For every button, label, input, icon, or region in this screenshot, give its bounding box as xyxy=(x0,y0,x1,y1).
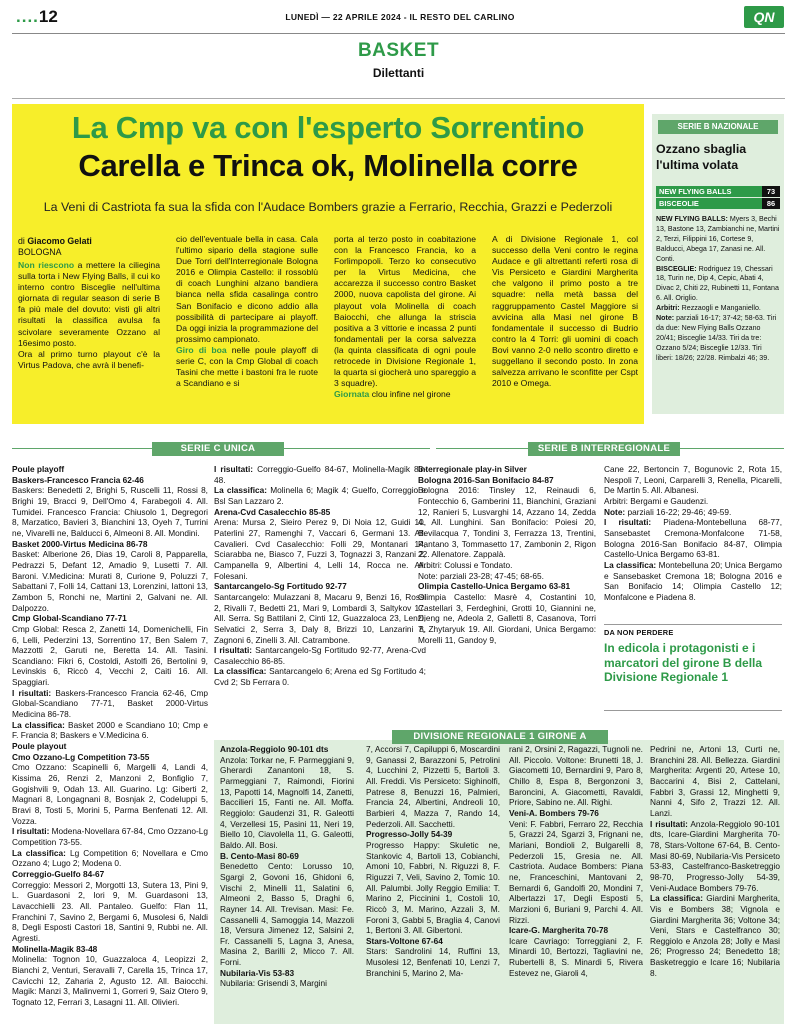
lead-col-1 xyxy=(18,260,160,371)
lead-col-1-lead: Non riescono xyxy=(18,260,75,270)
header-rule xyxy=(12,33,785,34)
qn-logo xyxy=(744,6,784,28)
qn-logo-text: QN xyxy=(753,9,775,25)
serie-c-col-1: Poule playoff Baskers-Francesco Francia 62-46 Baskers: Benedetti 2, Brighi 5, Ruscelli 11, Rossi 8, Brighi 19, Bracci 9, Dell'Omo 4, Farabegoli 4. All. Tumidei. Francesco Francia: Chiusolo 1, Degregori 8, Marzatico, Bavieri 3, Bianchini 13, Oyeh 7, Turrini ne, Vivarelli ne, Balducci 6, Almeoni 8. All. Mondini. Basket 2000-Virtus Medicina 86-78 Basket: Alberione 26, Dias 19, Caroli 8, Papparella, Pedrazzi 5, Defant 12, Amadio 9, Lusetti 7. All. Baroni. V.Medicina: Murati 8, Curione 9, Poluzzi 7, Sabattani 7, Folli 14, Cattani 13, Lorenzini, Iattoni 13, Zambon 5, Ronchi ne, Martini 2, Galvani ne. All. Dalpozzo. Cmp Global-Scandiano 77-71 Cmp Global: Resca 2, Zanetti 14, Domenichelli, Fin 6, Lelli, Pederzini 13, Sorrentino 17, Ben Salem 7, Mazzotti 2, Garuti ne, Beretta 14. All. Tasini. Scandiano: Fikri 6, Costoldi, Astolfi 26, Bertolini 9, Levinskis 6, Riccò 4, Vecchi 2, Caiti 16. All. Spaggiari. I risultati: Baskers-Francesco Francia 62-46, Cmp Global-Scandiano 77-71, Basket 2000-Virtus Medicina 86-78. La classifica: Basket 2000 e Scandiano 10; Cmp e F. Francia 8; Baskers e V.Medicina 6. Poule playout Cmo Ozzano-Lg Competition 73-55 Cmo Ozzano: Scapinelli 6, Margelli 4, Landi 4, Kissima 26, Renzi 2, Manzoni 2, Bonfiglio 7, Gogishvili 9, Odah 13. All. Guarino. Lg: Giberti 2, Magnari 8, Longagnani 8, Bosnjak 2, Codeluppi 5, Bravi 8, Tosti 5, Morini 5, Parma Benfenati 12. All. Vozza. I risultati: Modena-Novellara 67-84, Cmo Ozzano-Lg Competition 73-55. La classifica: Lg Competition 6; Novellara e Cmo Ozzano 4; Lugo 2; Modena 0. Correggio-Guelfo 84-67 Correggio: Messori 2, Morgotti 13, Sutera 13, Pini 9, L. Guardasoni 2, Iori 9, M. Guardasoni 13, Lavacchielli 23. All. Pantaleo. Guelfo: Flan 11, Franchini 7, Savino 2, Bergami 6, Musolesi 6, Naldi 8, Degli Esposti Castori 18, Santini 9, Rubbi ne. All. Agresti. Molinella-Magik 83-48 Molinella: Tognon 10, Guazzaloca 4, Leopizzi 2, Bianchi 2, Venturi, Seravalli 7, Carella 15, Trinca 17, Cavicchi 12, Zaharia 2, Agusto 12. All. Baiocchi. Magik: Manzi 3, Malinverni 1, Gorreri 9, Saiz Otero 9, Tognato 12, Ferrari 3, Lasagni 11. All. Olivieri. xyxy=(12,464,208,1007)
byline-location: BOLOGNA xyxy=(18,247,62,257)
headline-1: La Cmp va con l'esperto Sorrentino xyxy=(71,110,585,145)
lead-col-3 xyxy=(334,234,476,400)
serie-c-rule xyxy=(12,448,152,449)
score-row-1 xyxy=(656,186,780,197)
serie-b-inter-col-2: Cane 22, Bertoncin 7, Bogunovic 2, Rota 15, Nespoli 7, Leoni, Carparelli 3, Renella, Picarelli, De Martin 5. All. Albanesi. Arbitri: Bergami e Gaudenzi. Note: parziali 16-22; 29-46; 49-59. I risultati: Piadena-Montebelluna 68-77, Sansebastet Cremona-Monfalcone 71-58, Bologna 2016-San Bonifacio 84-87, Olimpia Castello-Unica Bergamo 63-81. La classifica: Montebelluna 20; Unica Bergamo e Sansebasket Cremona 18; Bologna 2016 e San Bonifacio 14; Olimpia Castello 12; Monfalcone e Piadena 8. xyxy=(604,464,782,602)
lead-col-1-text: a mettere la ciliegina sulla torta i New Flying Balls, il cui ko interno contro Bisceglie nell'ultima giornata di regular season di serie B fa più male del dovuto: visti gli altri risultati la classifica avulsa fa scivolare severamente Ozzano al 16esimo posto. Ora al primo turno playout c'è la Virtus Padova, che avrà il benefi- xyxy=(18,260,160,370)
page-dots: .... xyxy=(16,7,39,26)
body-3-text: Rezzaogli e Manganiello. xyxy=(679,304,761,313)
body-3-lead: Arbitri: xyxy=(656,304,680,313)
lead-col-2-lead: Giro di boa xyxy=(176,344,227,355)
serie-c-rule-right xyxy=(284,448,430,449)
page-number-value: 12 xyxy=(38,7,58,26)
score-row-2-team: BISCEOLIE xyxy=(659,199,699,208)
promo-rule-bottom xyxy=(604,710,782,711)
lead-col-3-text-b: clou infine nel girone xyxy=(369,389,451,400)
promo-rule xyxy=(604,624,782,625)
lead-col-2 xyxy=(176,234,318,389)
serie-b-nazionale-box xyxy=(652,114,784,414)
score-row-2-score: 86 xyxy=(762,198,780,209)
lead-col-3-text: porta al terzo posto in coabitazione con la Francesco Francia, ko a Forlimpopoli. Terzo ko consecutivo per la Virtus Medicina, che accarezza il successo contro Basket 2000, nuova capolista del girone. Ai playout vola Molinella di coach Baiocchi, che allunga la striscia positiva a 3 vittorie e incassa 2 punti fondamentali per la corsa salvezza (la quinta classificata di ogni poule retrocede in Divisione Regionale 1, la quarta si giocherà uno spareggio a 3 squadre). xyxy=(334,234,476,389)
lead-article xyxy=(12,104,644,424)
div-regionale-col-1: Anzola-Reggiolo 90-101 dts Anzola: Torkar ne, F. Parmeggiani 9, Gherardi Zanantoni 18, S. Parmeggiani 7, Raimondi, Fiorini 13, Papotti 14, Magnolfi 14, Zanetti, Baccilieri 15, Fanti ne. All. Moffa. Reggiolo: Gaudenzi 31, R. Galeotti 4, Verzellesi 15, Pasini 11, Neri 19, Biello 10, Ciavolella 11, G. Galeotti, Baldo. All. Bosi. B. Cento-Masi 80-69 Benedetto Cento: Lorusso 10, Sgargi 2, Govoni 16, Ghidoni 6, Vischi 2, Minelli 11, Salatini 6, Almeoni 2, Basso 5, Draghi 6, Rayner 14. All. Trevisan. Masi: Fe. Cassanelli 4, Samoggia 14, Mazzoli 18, Versura Jimenez 12, Salsini 2, Fr. Cassanelli 5, Lagna 3, Anesa, Masina 2, Barilli 2, Micco 7. All. Forni. Nubilaria-Vis 53-83 Nubilaria: Grisendi 3, Margini xyxy=(220,744,354,989)
body-1-text: Myers 3, Bechi 13, Bastone 13, Zambianchi ne, Martini 2, Terzi, Filippini 16, Cortese 9, Balducci, Abega 17, Zanasi ne. All. Conti. xyxy=(656,215,780,263)
div-regionale-col-4: Pedrini ne, Artoni 13, Curti ne, Branchini 28. All. Bellezza. Giardini Margherita: Argenti 20, Artese 10, Baccarini 4, Bisi 2, Cattelani, Fabbri 3, Grassi 12, Minghetti 9, Nanni 4, Sifo 2, Trazzi 12. All. Lanzi. I risultati: Anzola-Reggiolo 90-101 dts, Icare-Giardini Margherita 70-78, Stars-Voltone 67-64, B. Cento-Masi 80-69, Nubilaria-Vis Persiceto 53-83, Castelfranco-Basketreggio 98-70, Progresso-Jolly 54-39, Veni-Audace Bombers 79-76. La classifica: Giardini Margherita, Vis e Bombers 38; Vignola e Giardini Margherita 36; Voltone 34; Veni, Stars e Castelfranco 30; Reggiolo e Anzola 28; Jolly e Masi 26; Progresso 24; Benedetto 18; Basketreggio e Icare 16; Nubilaria 8. xyxy=(650,744,780,978)
serie-b-inter-rule xyxy=(436,448,528,449)
serie-b-inter-col-1: Interregionale play-in Silver Bologna 2016-San Bonifacio 84-87 Bologna 2016: Tinsley 12, Reinaudi 6, Fontecchio 6, Gamberini 11, Bianchini, Graziani 12, Ranieri 5, Lusvarghi 14, Azzano 14, Zedda 4. All. Lunghini. San Bonifacio: Poiesi 20, Bevilacqua 7, Tondini 3, Ferrazza 13, Trentini, Pantano 3, Tommasetto 17, Zambonin 2, Rigon 22. Allenatore. Zappalà. Arbitri: Colussi e Tondato. Note: parziali 23-28; 47-45; 68-65. Olimpia Castello-Unica Bergamo 63-81 Olimpia Castello: Masrè 4, Costantini 10, Castellari 3, Ferdeghini, Grotti 10, Giannini ne, Dieng ne, Adeola 2, Galletti 8, Casanova, Torri 7, Zhytaryuk 19. All. Giordani, Unica Bergamo: Morelli 11, Gandoy 9, xyxy=(418,464,596,645)
body-4-lead: Note: xyxy=(656,314,675,323)
serie-b-inter-rule-right xyxy=(680,448,784,449)
headline-2: Carella e Trinca ok, Molinella corre xyxy=(78,148,578,183)
body-4-text: parziali 16-17; 37-42; 58-63. Tiri da due: New Flying Balls Ozzano 20/41; Bisceglie 14/33. Tiri da tre: Ozzano 5/24; Bisceglie 12/33. Tiri liberi: 18/26; 22/28. Rimbalzi 46; 39. xyxy=(656,314,777,362)
serie-b-inter-tag: SERIE B INTERREGIONALE xyxy=(528,442,680,456)
page-number xyxy=(16,7,58,27)
lead-subhead: La Veni di Castriota fa sua la sfida con l'Audace Bombers grazie a Ferrario, Recchia, Grazzi e Pederzoli xyxy=(43,200,613,214)
score-row-2 xyxy=(656,198,780,209)
promo-text: In edicola i protagonisti e i marcatori del girone B della Divisione Regionale 1 xyxy=(604,641,763,685)
score-row-1-team: NEW FLYING BALLS xyxy=(659,187,732,196)
date-line: LUNEDÌ — 22 APRILE 2024 - IL RESTO DEL CARLINO xyxy=(285,12,515,22)
byline-prefix: di xyxy=(18,236,25,246)
lead-col-4 xyxy=(492,234,638,389)
serie-c-col-2: I risultati: Correggio-Guelfo 84-67, Molinella-Magik 83-48. La classifica: Molinella 6; Magik 4; Guelfo, Correggio e Bsl San Lazzaro 2. Arena-Cvd Casalecchio 85-85 Arena: Mursa 2, Sieiro Perez 9, Di Noia 12, Guidi 10, Paterlini 27, Ramenghi 7, Vaccari 6, Germani 13. All. Cavalieri. Cvd Casalecchio: Folli 29, Montanari 14, Sciarabba ne, Biasco 7, Fuzzi 3, Tognazzi 3, Ranzani 2, Campanella 9, Albertini 4, Lelli 14, Rocca ne. All. Folesani. Santarcangelo-Sg Fortitudo 92-77 Santarcangelo: Mulazzani 8, Macaru 9, Benzi 16, Rossi 2, Rivalli 7, Bedetti 21, Mari 9, Lombardi 3, Saltykov 17. All. Serra. Sg Battilani 2, Cinti 12, Guazzaloca 23, Lenzi, Selvatici 2, Serra 3, Daly 8, Brizzi 10, Lanzarini 8, Zagnoni 6, Zinelli 3. All. Catrambone. I risultati: Santarcangelo-Sg Fortitudo 92-77, Arena-Cvd Casalecchio 86-85. La classifica: Santarcangelo 6; Arena ed Sg Fortitudo 4; Cvd 2; Sb Ferrara 0. xyxy=(214,464,427,688)
lead-col-2-text-a: cio dell'eventuale bella in casa. Cala l'ultimo sipario della stagione sulle Due Torri dell'Interregionale Bologna 2016 e Olimpia Castello: il rossoblù di coach Lunghini alzano bandiera bianca nella sfida casalinga contro San Bonifacio e dicono addio alla possibilità di partecipare ai playoff. Da oggi inizia la programmazione del prossimo campionato. xyxy=(176,234,318,344)
div-regionale-col-3: rani 2, Orsini 2, Ragazzi, Tugnoli ne. All. Piccolo. Voltone: Brunetti 18, J. Giacometti 10, Bernardini 9, Paro 8, Chillo 8, Espa 8, Bergonzoni 3, Baroncini, A. Giacometti, Ravaldi, Priore, Sabino ne. All. Righi. Veni-A. Bombers 79-76 Veni: F. Fabbri, Ferraro 22, Recchia 5, Grazzi 24, Sgarzi 3, Frignani ne, Mariani, Bondioli 2, Bulgarelli 8, Pederzoli 15, Gresia ne. All. Castriota. Audace Bombers: Piana ne, Franceschini, Mantovani 2, Bernardi 6, Gandolfi 20, Mondini 7, Albertazzi 17, Degli Esposti 5, Marzioni 6, Buriani 9, Parchi 4. All. Rizzi. Icare-G. Margherita 70-78 Icare Cavriago: Torreggiani 2, F. Minardi 10, Bertozzi, Tagliavini ne, Rubertelli 8, S. Minardi 5, Rivera Estevez ne, Giaroli 4, xyxy=(509,744,643,978)
serie-b-nazionale-body xyxy=(656,215,780,364)
div-regionale-tag: DIVISIONE REGIONALE 1 GIRONE A xyxy=(392,730,608,744)
serie-c-tag: SERIE C UNICA xyxy=(152,442,284,456)
section-subtitle: Dilettanti xyxy=(372,66,425,80)
body-1-lead: NEW FLYING BALLS: xyxy=(656,215,728,223)
serie-b-nazionale-title: Ozzano sbaglia l'ultima volata xyxy=(656,142,747,172)
lead-col-3-lead: Giornata xyxy=(334,389,370,400)
author-name: Giacomo Gelati xyxy=(27,236,92,246)
serie-b-nazionale-tag: SERIE B NAZIONALE xyxy=(658,120,778,134)
byline xyxy=(18,236,160,258)
promo-tag: DA NON PERDERE xyxy=(604,628,674,637)
body-2-lead: BISCEGLIE: xyxy=(656,264,697,273)
score-row-1-score: 73 xyxy=(762,186,780,197)
lead-col-4-text: A di Divisione Regionale 1, col successo della Veni contro le regina Audace e gli altrettanti referti rosa di Vis Persiceto e Giardini Margherita che valgono il primo posto a tre squadre: nella metà bassa del raggruppamento Castel Maggiore si avvicina alla Masi nel girone B fondamentale il successo di Budrio contro la 4 Torri: gli uomini di coach Bovi vanno 2-0 nello scontro diretto e suggellano il secondo posto. In zona salvezza arrivano le sconfitte per Cspt 2010 e Omega. xyxy=(492,234,638,389)
section-rule xyxy=(12,98,785,99)
section-title: BASKET xyxy=(357,40,440,61)
div-regionale-col-2: 7, Accorsi 7, Capiluppi 6, Moscardini 9, Ganassi 2, Barazzoni 5, Petrolini 4, Lucchini 2, Pizzetti 5, Bartoli 3. All. Freddi. Vis Persiceto: Sighinolfi, Patrese 8, Benuzzi 16, Palmieri, Francia 24, Albertini, Andreoli 10, Barbieri 4, Mazza 7, Rando 14, Pederzoli. All. Sacchetti. Progresso-Jolly 54-39 Progresso Happy: Skuletic ne, Stankovic 4, Bartoli 13, Cobianchi, Amoni 10, Fabbri, N. Riguzzi 8, F. Riguzzi 7, Veli, Savino 2, Tomic 10. All. Palumbi. Jolly Reggio Emilia: T. Marino 2, Piccinini 1, Costoli 10, Riccò 3, M. Marino, Azzali 3, M. Foroni 3, Gabbi 5, Braglia 4, Canovi 1, Bertoni 3. All. Gibertoni. Stars-Voltone 67-64 Stars: Sandrolini 14, Ruffini 13, Musolesi 12, Benfenati 10, Lenzi 7, Branchini 5, Marino 2, Ma- xyxy=(366,744,500,978)
lead-col-2-text-b: nelle poule playoff di serie C, con la Cmp Global di coach Tasini che mette i bastoni fra le ruote a Scandiano e si xyxy=(176,344,319,389)
body-2-text: Rodriguez 19, Chessari 18, Turin ne, Dip 4, Cepic, Abati 4, Divac 2, Chiti 22, Rubinetti 11, Fontana 6. All. Origlio. xyxy=(656,264,779,303)
